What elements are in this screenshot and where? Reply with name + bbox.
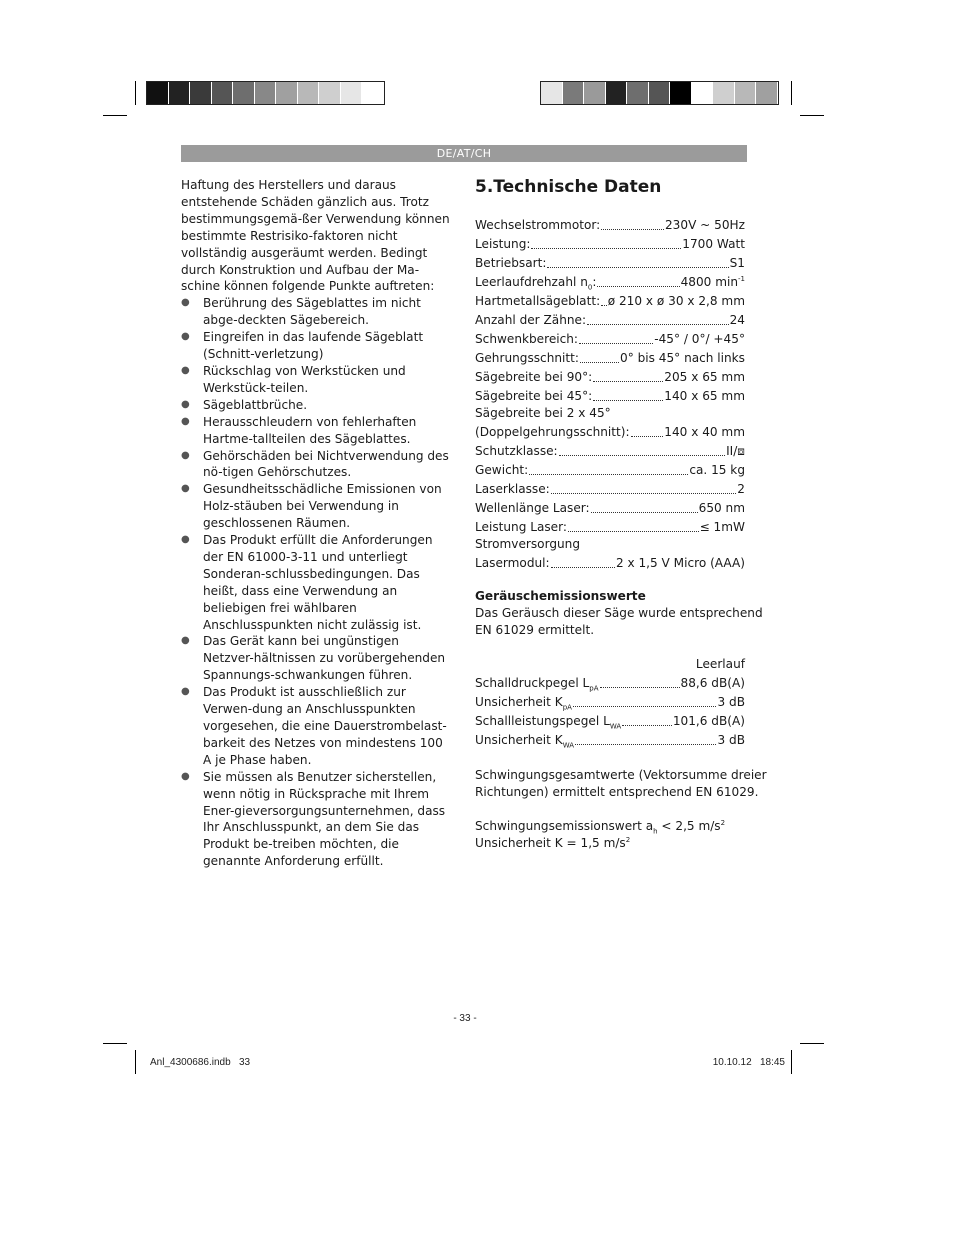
spec-row	[475, 730, 745, 749]
spec-label: Hartmetallsägeblatt:	[475, 294, 601, 309]
spec-value: 140 x 65 mm	[664, 389, 745, 404]
dot-leader	[597, 286, 679, 287]
color-swatch	[541, 82, 563, 104]
list-item-text: Eingreifen in das laufende Sägeblatt (Schnitt-verletzung)	[203, 330, 424, 362]
spec-value: 3 dB	[717, 733, 745, 748]
noise-column-label: Leerlauf	[695, 657, 745, 671]
spec-label: Wellenlänge Laser:	[475, 501, 590, 516]
spec-row-double-miter	[475, 422, 745, 441]
spec-row-laser-module	[475, 553, 745, 572]
spec-row	[475, 692, 745, 711]
color-swatch	[147, 82, 169, 104]
spec-list	[475, 215, 745, 405]
spec-value: 140 x 40 mm	[664, 425, 745, 440]
spec-label: (Doppelgehrungsschnitt):	[475, 425, 630, 440]
bullet-icon: ●	[181, 686, 190, 698]
spec-value: 230V ~ 50Hz	[664, 218, 745, 233]
color-swatch	[190, 82, 212, 104]
list-item	[181, 532, 453, 633]
spec-label: Leerlaufdrehzahl $n_0$:	[475, 275, 597, 292]
dot-leader	[601, 305, 607, 306]
bullet-icon: ●	[181, 331, 190, 343]
spec-label: Wechselstrommotor:	[475, 218, 601, 233]
color-calibration-bar-right	[540, 81, 779, 105]
print-file-name: Anl_4300686.indb 33	[150, 1057, 251, 1068]
crop-mark	[791, 81, 792, 105]
bullet-icon: ●	[181, 415, 190, 427]
bullet-icon: ●	[181, 449, 190, 461]
bullet-icon: ●	[181, 364, 190, 376]
noise-values	[475, 673, 745, 749]
dot-leader	[631, 436, 664, 437]
section-title: 5.Technische Daten	[475, 177, 662, 197]
dot-leader	[600, 687, 680, 688]
color-swatch	[298, 82, 320, 104]
color-swatch	[276, 82, 298, 104]
spec-value: 88,6 dB(A)	[680, 676, 745, 691]
dot-leader	[551, 493, 737, 494]
color-swatch	[670, 82, 692, 104]
list-item	[181, 448, 453, 482]
spec-value: 101,6 dB(A)	[672, 714, 745, 729]
spec-row	[475, 215, 745, 234]
bullet-icon: ●	[181, 635, 190, 647]
crop-mark	[103, 1043, 127, 1044]
spec-row	[475, 441, 745, 460]
spec-label: Sägebreite bei 90°:	[475, 370, 593, 385]
dot-leader	[593, 400, 663, 401]
crop-mark	[135, 81, 136, 105]
spec-value: 3 dB	[717, 695, 745, 710]
bullet-icon: ●	[181, 297, 190, 309]
spec-label: Leistung:	[475, 237, 531, 252]
spec-label: Gewicht:	[475, 463, 529, 478]
spec-label: Unsicherheit $K_{pA}$	[475, 695, 572, 712]
color-swatch	[735, 82, 757, 104]
color-swatch	[649, 82, 671, 104]
spec-row	[475, 348, 745, 367]
color-swatch	[212, 82, 234, 104]
spec-label: Gehrungsschnitt:	[475, 351, 579, 366]
spec-label: Laserklasse:	[475, 482, 550, 497]
spec-value: 650 nm	[698, 501, 745, 516]
spec-row	[475, 479, 745, 498]
dot-leader	[579, 343, 653, 344]
bullet-icon: ●	[181, 770, 190, 782]
spec-value: 4800 $\min^{-1}$	[680, 275, 745, 290]
intro-paragraph: Haftung des Herstellers und daraus entstehende Schäden gänzlich aus. Trotz bestimmungsgemä-ßer Verwendung können bestimmte Restrisiko-faktoren nicht vollständig ausgeräumt werden. Bedingt durch Konstruktion und Aufbau der Ma-schine können folgende Punkte auftreten:	[181, 178, 450, 294]
dot-leader	[622, 725, 672, 726]
list-item-text: Das Produkt erfüllt die Anforderungen der EN 61000-3-11 und unterliegt Sonderan-schlussbedingungen. Das heißt, dass eine Verwendung an beliebigen frei wählbaren Anschlusspunkten nicht zulässig ist.	[203, 533, 433, 632]
list-item-text: Sägeblattbrüche.	[203, 397, 308, 412]
color-swatch	[756, 82, 778, 104]
power-label-top: Stromversorgung	[475, 537, 581, 551]
color-swatch	[584, 82, 606, 104]
vibration-emission-value: Schwingungsemissionswert $a_h < 2,5$ $m/s^2$	[475, 818, 726, 836]
list-item-text: Berührung des Sägeblattes im nicht abge-deckten Sägebereich.	[203, 296, 421, 328]
bullet-icon: ●	[181, 483, 190, 495]
color-swatch	[362, 82, 384, 104]
noise-text: EN 61029 ermittelt.	[475, 623, 595, 637]
color-calibration-bar-left	[146, 81, 385, 105]
spec-label-top: Sägebreite bei 2 x 45°	[475, 406, 611, 420]
list-item-text: Rückschlag von Werkstücken und Werkstück-teilen.	[203, 363, 406, 395]
spec-value: 2 x 1,5 V Micro (AAA)	[615, 556, 745, 571]
color-swatch	[606, 82, 628, 104]
page-number: - 33 -	[453, 1013, 477, 1024]
dot-leader	[573, 706, 717, 707]
dot-leader	[591, 512, 698, 513]
list-item	[181, 329, 453, 363]
vibration-uncertainty: Unsicherheit K = 1,5 $m/s^2$	[475, 835, 631, 850]
spec-row	[475, 386, 745, 405]
spec-row	[475, 367, 745, 386]
dot-leader	[587, 324, 729, 325]
color-swatch	[319, 82, 341, 104]
dot-leader	[551, 567, 615, 568]
vibration-text: Richtungen) ermittelt entsprechend EN 61029.	[475, 785, 759, 799]
spec-row	[475, 272, 745, 291]
list-item-text: Gehörschäden bei Nichtverwendung des nö-tigen Gehörschutzes.	[203, 448, 449, 480]
residual-risk-list	[181, 295, 453, 870]
spec-row	[475, 234, 745, 253]
spec-label: Schalldruckpegel $L_{pA}$	[475, 676, 599, 693]
spec-value: ≤ 1mW	[699, 520, 745, 535]
crop-mark	[135, 1050, 136, 1074]
list-item	[181, 633, 453, 684]
spec-value: -45° / 0°/ +45°	[654, 332, 745, 347]
spec-value: 205 x 65 mm	[664, 370, 745, 385]
spec-label: Schwenkbereich:	[475, 332, 579, 347]
spec-label: Leistung Laser:	[475, 520, 567, 535]
noise-heading: Geräuschemissionswerte	[475, 589, 646, 603]
spec-list-2	[475, 441, 745, 536]
color-swatch	[713, 82, 735, 104]
dot-leader	[547, 267, 728, 268]
spec-row	[475, 422, 745, 441]
noise-text: Das Geräusch dieser Säge wurde entsprechend	[475, 606, 763, 620]
spec-value: ø 210 x ø 30 x 2,8 mm	[607, 294, 745, 309]
color-swatch	[627, 82, 649, 104]
list-item	[181, 769, 453, 870]
crop-mark	[800, 115, 824, 116]
list-item-text: Herausschleudern von fehlerhaften Hartme-tallteilen des Sägeblattes.	[203, 414, 417, 446]
list-item	[181, 363, 453, 397]
spec-label: Lasermodul:	[475, 556, 550, 571]
dot-leader	[568, 531, 699, 532]
crop-mark	[800, 1043, 824, 1044]
color-swatch	[169, 82, 191, 104]
list-item	[181, 684, 453, 769]
spec-value: II/⧈	[726, 444, 745, 459]
technical-data-column	[475, 177, 767, 852]
list-item	[181, 295, 453, 329]
dot-leader	[559, 455, 725, 456]
spec-value: S1	[729, 256, 745, 271]
spec-row	[475, 498, 745, 517]
dot-leader	[580, 362, 619, 363]
color-swatch	[255, 82, 277, 104]
dot-leader	[529, 474, 688, 475]
list-item-text: Das Produkt ist ausschließlich zur Verwen-dung an Anschlusspunkten vorgesehen, die eine Dauerstrombelast-barkeit des Netzes von mindestens 100 A je Phase haben.	[203, 685, 447, 767]
crop-mark	[103, 115, 127, 116]
spec-row	[475, 253, 745, 272]
spec-value: 24	[729, 313, 745, 328]
bullet-icon: ●	[181, 534, 190, 546]
vibration-text: Schwingungsgesamtwerte (Vektorsumme dreier	[475, 768, 767, 782]
spec-row	[475, 711, 745, 730]
dot-leader	[601, 229, 664, 230]
list-item-text: Das Gerät kann bei ungünstigen Netzver-hältnissen zu vorübergehenden Spannungs-schwankungen führen.	[203, 634, 446, 683]
spec-value: 1700 Watt	[682, 237, 745, 252]
list-item-text: Gesundheitsschädliche Emissionen von Holz-stäuben bei Verwendung in geschlossenen Räumen.	[203, 482, 442, 531]
crop-mark	[791, 1050, 792, 1074]
print-date: 10.10.12 18:45	[712, 1057, 785, 1068]
color-swatch	[341, 82, 363, 104]
region-header-bar: DE/AT/CH	[181, 145, 747, 162]
spec-row	[475, 553, 745, 572]
spec-value: ca. 15 kg	[689, 463, 745, 478]
spec-value: 2	[737, 482, 745, 497]
spec-label: Schallleistungspegel $L_{WA}$	[475, 714, 622, 731]
bullet-icon: ●	[181, 398, 190, 410]
color-swatch	[563, 82, 585, 104]
dot-leader	[531, 248, 681, 249]
color-swatch	[692, 82, 714, 104]
spec-label: Unsicherheit $K_{WA}$	[475, 733, 575, 750]
spec-value: 0° bis 45° nach links	[620, 351, 745, 366]
list-item	[181, 481, 453, 532]
spec-label: Anzahl der Zähne:	[475, 313, 587, 328]
spec-label: Sägebreite bei 45°:	[475, 389, 593, 404]
spec-row	[475, 291, 745, 310]
safety-text-column	[181, 177, 453, 870]
spec-row	[475, 517, 745, 536]
spec-row	[475, 310, 745, 329]
dot-leader	[575, 744, 716, 745]
spec-row	[475, 673, 745, 692]
list-item-text: Sie müssen als Benutzer sicherstellen, wenn nötig in Rücksprache mit Ihrem Ener-gieversorgungsunternehmen, dass Ihr Anschlusspunkt, an dem Sie das Produkt be-treiben möchten, die genannte Anforderung erfüllt.	[203, 769, 446, 869]
spec-label: Betriebsart:	[475, 256, 547, 271]
list-item	[181, 414, 453, 448]
spec-label: Schutzklasse:	[475, 444, 558, 459]
color-swatch	[233, 82, 255, 104]
dot-leader	[593, 381, 663, 382]
spec-row	[475, 460, 745, 479]
spec-row	[475, 329, 745, 348]
list-item	[181, 397, 453, 414]
